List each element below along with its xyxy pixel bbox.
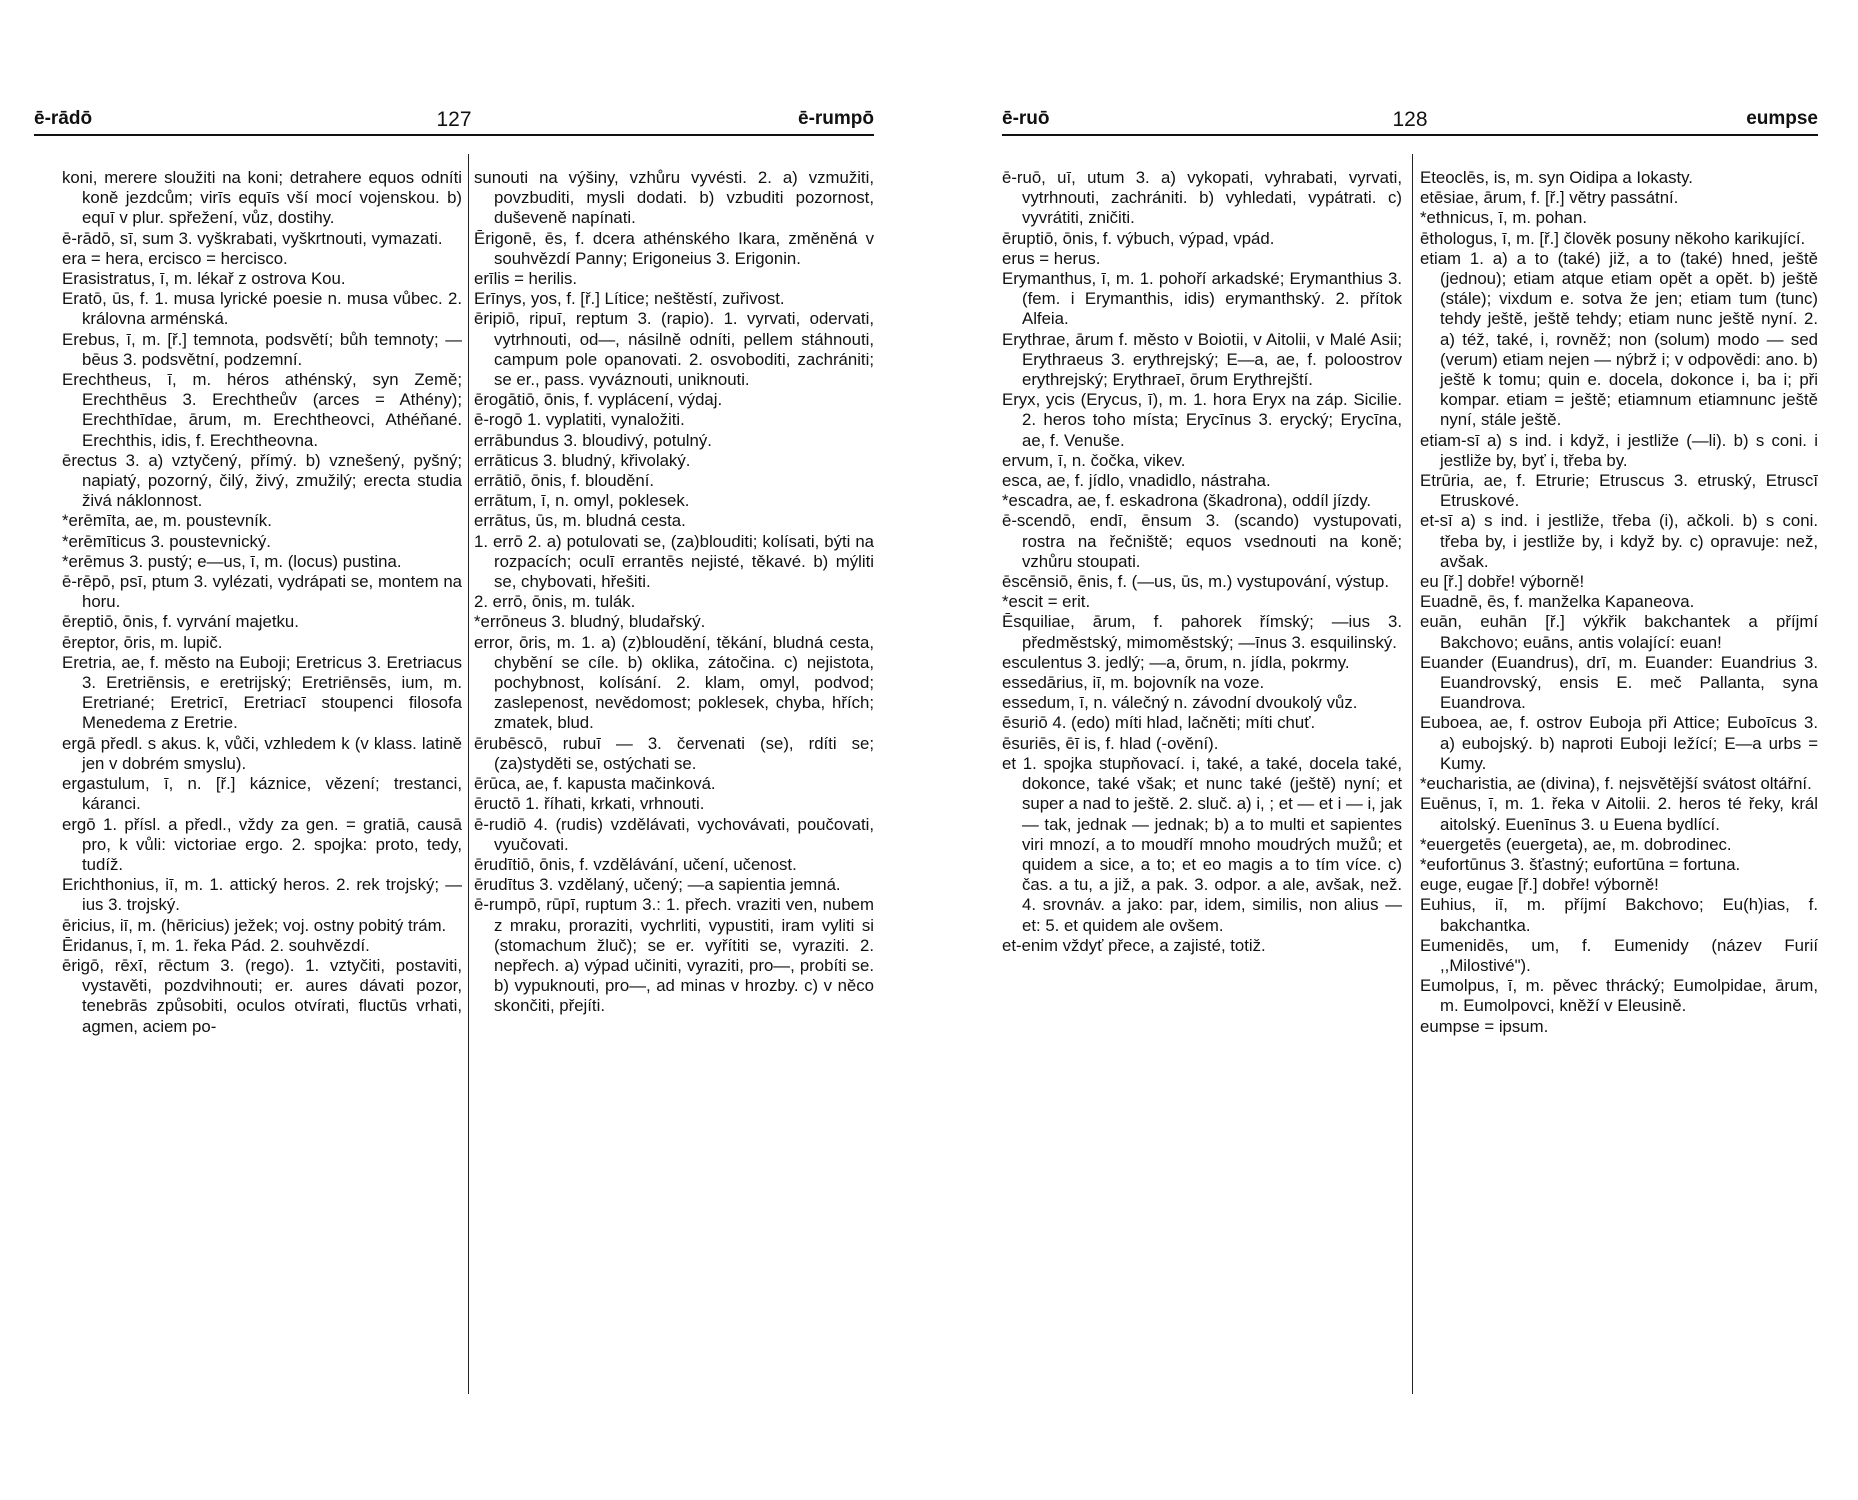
dictionary-entry: ēreptiō, ōnis, f. vyrvání majetku. <box>62 612 299 632</box>
right-page-columns <box>1002 168 1818 1400</box>
dictionary-entry: ēthologus, ī, m. [ř.] člověk posuny někoho karikující. <box>1420 228 1806 248</box>
dictionary-entry: ērigō, rēxī, rēctum 3. (rego). 1. vztyčiti, postaviti, vystavěti, pozdvihnouti; er. aures dávati pozor, tenebrās způsobiti, oculos otvírati, fluctūs vrhati, agmen, aciem po- <box>62 955 462 1036</box>
dictionary-entry: ergō 1. přísl. a předl., vždy za gen. = gratiā, causā pro, k vůli: victoriae ergo. 2. spojka: proto, tedy, tudíž. <box>62 814 462 874</box>
left-page-number: 127 <box>436 108 472 131</box>
dictionary-entry: sunouti na výšiny, vzhůru vyvésti. 2. a) vzmužiti, povzbuditi, mysli dodati. b) vzbuditi pozornost, duševeně napínati. <box>474 168 874 228</box>
dictionary-entry: Eumolpus, ī, m. pěvec thrácký; Eumolpidae, ārum, m. Eumolpovci, kněží v Eleusině. <box>1420 976 1818 1016</box>
dictionary-entry: etiam-sī a) s ind. i když, i jestliže (—li). b) s coni. i jestliže by, byť i, třeba by. <box>1420 430 1818 470</box>
dictionary-entry: euge, eugae [ř.] dobře! výborně! <box>1420 875 1659 895</box>
dictionary-entry: Ēridanus, ī, m. 1. řeka Pád. 2. souhvězdí. <box>62 935 370 955</box>
dictionary-entry: *eufortūnus 3. šťastný; eufortūna = fortuna. <box>1420 854 1741 874</box>
dictionary-entry: erīlis = herilis. <box>474 269 578 289</box>
dictionary-entry: et 1. spojka stupňovací. i, také, a také, docela také, dokonce, také však; et nunc také (ještě) nyní; et super a nad to ještě. 2. sluč. a) i, ; et — et i — i, jak — tak, jednak — jednak; b) a to multi et sapientes viri mnozí, a to moudří mnoho moudrých mužů; et quidem a sice, a to; et eo magis a to tím více. c) čas. a tu, a již, a pak. 3. odpor. a ale, avšak, než. 4. srovnáv. a jako: par, idem, similis, non alius — et: 5. et quidem ale ovšem. <box>1002 753 1402 935</box>
dictionary-entry: Erechtheus, ī, m. héros athénský, syn Země; Erechthēus 3. Erechtheův (arces = Athény); Erechthīdae, ārum, m. Erechtheovci, Athéňané. Erechthis, idis, f. Erechtheovna. <box>62 370 462 450</box>
dictionary-entry: ēructō 1. říhati, krkati, vrhnouti. <box>474 794 705 814</box>
dictionary-entry: *erēmīta, ae, m. poustevník. <box>62 511 272 531</box>
dictionary-entry: Ērigonē, ēs, f. dcera athénského Ikara, změněná v souhvězdí Panny; Erigoneius 3. Erigonin. <box>474 228 874 268</box>
dictionary-entry: esculentus 3. jedlý; —a, ōrum, n. jídla, pokrmy. <box>1002 652 1350 672</box>
left-column-1 <box>62 168 462 1037</box>
dictionary-entry: *errōneus 3. bludný, bludařský. <box>474 612 706 632</box>
dictionary-entry: ēreptor, ōris, m. lupič. <box>62 632 223 652</box>
column-divider <box>1412 154 1413 1394</box>
dictionary-entry: errābundus 3. bloudivý, potulný. <box>474 430 712 450</box>
dictionary-entry: *escit = erit. <box>1002 592 1091 612</box>
dictionary-entry: Euboea, ae, f. ostrov Euboja při Attice; Euboīcus 3. a) eubojský. b) naproti Euboji ležící; E—a urbs = Kumy. <box>1420 713 1818 773</box>
dictionary-entry: errātum, ī, n. omyl, poklesek. <box>474 491 690 511</box>
dictionary-entry: ēscēnsiō, ēnis, f. (—us, ūs, m.) vystupování, výstup. <box>1002 572 1390 592</box>
dictionary-entry: Euēnus, ī, m. 1. řeka v Aitolii. 2. heros té řeky, král aitolský. Euenīnus 3. u Euena bydlící. <box>1420 794 1818 834</box>
left-column-2 <box>474 168 874 1017</box>
dictionary-entry: ērudītiō, ōnis, f. vzdělávání, učení, učenost. <box>474 854 797 874</box>
dictionary-entry: Eratō, ūs, f. 1. musa lyrické poesie n. musa vůbec. 2. královna arménská. <box>62 289 462 329</box>
left-guide-word-first: ē-rādō <box>34 108 93 129</box>
dictionary-entry: ē-ruō, uī, utum 3. a) vykopati, vyhrabati, vyrvati, vytrhnouti, zachrániti. b) vyhledati, vypátrati. c) vyvrátiti, zničiti. <box>1002 168 1402 228</box>
dictionary-entry: Erymanthus, ī, m. 1. pohoří arkadské; Erymanthius 3. (fem. i Erymanthis, idis) erymanthský. 2. přítok Alfeia. <box>1002 269 1402 329</box>
left-running-head <box>34 108 874 136</box>
dictionary-entry: Erīnys, yos, f. [ř.] Lítice; neštěstí, zuřivost. <box>474 289 785 309</box>
dictionary-entry: errātiō, ōnis, f. bloudění. <box>474 471 655 491</box>
dictionary-entry: 1. errō 2. a) potulovati se, (za)blouditi; kolísati, býti na rozpacích; oculī errantēs nejisté, těkavé. b) mýliti se, chybovati, hřešiti. <box>474 531 874 592</box>
dictionary-entry: *euergetēs (euergeta), ae, m. dobrodinec. <box>1420 834 1732 854</box>
dictionary-entry: ē-rēpō, psī, ptum 3. vylézati, vydrápati se, montem na horu. <box>62 572 462 612</box>
right-page <box>1002 108 1818 1400</box>
dictionary-entry: ē-rudiō 4. (rudis) vzdělávati, vychovávati, poučovati, vyučovati. <box>474 814 874 854</box>
dictionary-entry: ē-rādō, sī, sum 3. vyškrabati, vyškrtnouti, vymazati. <box>62 228 443 248</box>
left-page-columns <box>34 168 874 1400</box>
dictionary-entry: *ethnicus, ī, m. pohan. <box>1420 208 1587 228</box>
dictionary-entry: ērubēscō, rubuī — 3. červenati (se), rdíti se; (za)styděti se, ostýchati se. <box>474 733 874 773</box>
dictionary-entry: ēsuriō 4. (edo) míti hlad, lačněti; míti chuť. <box>1002 713 1316 733</box>
dictionary-entry: ērudītus 3. vzdělaný, učený; —a sapientia jemná. <box>474 875 841 895</box>
dictionary-entry: ē-scendō, endī, ēnsum 3. (scando) vystupovati, rostra na řečniště; equos vsednouti na koně; vzhůru stoupati. <box>1002 511 1402 571</box>
dictionary-entry: et-enim vždyť přece, a zajisté, totiž. <box>1002 935 1266 955</box>
dictionary-entry: Erasistratus, ī, m. lékař z ostrova Kou. <box>62 269 346 289</box>
dictionary-entry: *erēmīticus 3. poustevnický. <box>62 531 271 551</box>
left-page <box>34 108 874 1400</box>
dictionary-entry: ergā předl. s akus. k, vůči, vzhledem k (v klass. latině jen v dobrém smyslu). <box>62 733 462 773</box>
dictionary-entry: ēruptiō, ōnis, f. výbuch, výpad, vpád. <box>1002 228 1275 248</box>
dictionary-entry: ēripiō, ripuī, reptum 3. (rapio). 1. vyrvati, odervati, vytrhnouti, od—, násilně odníti, pellem stáhnouti, campum pole opanovati. 2. osvoboditi, zachrániti; se er., pass. vyváznouti, uniknouti. <box>474 309 874 390</box>
dictionary-entry: Erebus, ī, m. [ř.] temnota, podsvětí; bůh temnoty; — bēus 3. podsvětní, podzemní. <box>62 329 462 369</box>
dictionary-entry: ergastulum, ī, n. [ř.] káznice, vězení; trestanci, káranci. <box>62 774 462 814</box>
dictionary-entry: 2. errō, ōnis, m. tulák. <box>474 592 636 612</box>
dictionary-entry: ērūca, ae, f. kapusta mačinková. <box>474 774 716 794</box>
dictionary-entry: Euadnē, ēs, f. manželka Kapaneova. <box>1420 592 1695 612</box>
dictionary-entry: etiam 1. a) a to (také) již, a to (také) hned, ještě (jednou); etiam atque etiam opět a opět. b) ještě (stále); vixdum e. sotva že jen; etiam tum (tunc) tehdy ještě, ještě tehdy; etiam nunc ještě nyní. 2. a) též, také, i, rovněž; non (solum) modo — sed (verum) etiam nejen — nýbrž i; v odpovědi: ano. b) ještě k tomu; quin e. docela, dokonce i, ba i; při kompar. etiam = ještě; etiamnum etiamnunc ještě nyní, stále ještě. <box>1420 248 1818 430</box>
dictionary-entry: Eretria, ae, f. město na Euboji; Eretricus 3. Eretriacus 3. Eretriēnsis, e eretrijský; Eretriēnsēs, ium, m. Eretriané; Eretricī, Eretriacī stoupenci filosofa Menedema z Eretrie. <box>62 652 462 733</box>
dictionary-entry: *erēmus 3. pustý; e—us, ī, m. (locus) pustina. <box>62 551 402 571</box>
left-guide-word-last: ē-rumpō <box>798 108 874 129</box>
dictionary-entry: koni, merere sloužiti na koni; detrahere equos odníti koně jezdcům; virīs equīs vší mocí vojenskou. b) equī v plur. spřežení, vůz, dostihy. <box>62 168 462 228</box>
column-divider <box>468 154 469 1394</box>
dictionary-entry: eu [ř.] dobře! výborně! <box>1420 572 1585 592</box>
dictionary-entry: Erichthonius, iī, m. 1. attický heros. 2. rek trojský; —ius 3. trojský. <box>62 875 462 915</box>
dictionary-entry: Eteoclēs, is, m. syn Oidipa a Iokasty. <box>1420 168 1693 187</box>
dictionary-entry: ē-rumpō, rūpī, ruptum 3.: 1. přech. vraziti ven, nubem z mraku, proraziti, vychrliti, vypustiti, iram vyliti si (stomachum žluč); se er. vyřítiti se, vyraziti. 2. nepřech. a) výpad učiniti, vyraziti, pro—, probíti se. b) vypuknouti, pro—, ad minas v hrozby. c) v něco skončiti, přejíti. <box>474 895 874 1016</box>
right-column-2 <box>1420 168 1818 1037</box>
dictionary-entry: Euander (Euandrus), drī, m. Euander: Euandrius 3. Euandrovský, ensis E. meč Pallanta, syna Euandrova. <box>1420 652 1818 713</box>
dictionary-entry: error, ōris, m. 1. a) (z)bloudění, těkání, bludná cesta, chybění se cíle. b) oklika, zátočina. c) nejistota, pochybnost, kolísání. 2. klam, omyl, podvod; zaslepenost, nevědomost; poklesek, chyba, hřích; zmatek, blud. <box>474 632 874 733</box>
dictionary-entry: Eumenidēs, um, f. Eumenidy (název Furií ,,Milostivé"). <box>1420 935 1818 975</box>
dictionary-entry: ērogātiō, ōnis, f. vyplácení, výdaj. <box>474 390 723 410</box>
dictionary-entry: etēsiae, ārum, f. [ř.] větry passátní. <box>1420 188 1679 208</box>
dictionary-entry: Eryx, ycis (Erycus, ī), m. 1. hora Eryx na záp. Sicilie. 2. heros toho místa; Erycīnus 3. erycký; Erycīna, ae, f. Venuše. <box>1002 390 1402 450</box>
dictionary-entry: errātus, ūs, m. bludná cesta. <box>474 511 686 531</box>
dictionary-entry: era = hera, ercisco = hercisco. <box>62 248 288 268</box>
dictionary-entry: essedum, ī, n. válečný n. závodní dvoukolý vůz. <box>1002 693 1358 713</box>
dictionary-entry: esca, ae, f. jídlo, vnadidlo, nástraha. <box>1002 471 1271 491</box>
dictionary-entry: errāticus 3. bludný, křivolaký. <box>474 450 691 470</box>
dictionary-entry: erus = herus. <box>1002 248 1101 268</box>
dictionary-entry: ērectus 3. a) vztyčený, přímý. b) vznešený, pyšný; napiatý, pozorný, čilý, živý, zmužilý; erecta studia živá náklonnost. <box>62 450 462 511</box>
right-guide-word-last: eumpse <box>1746 108 1818 129</box>
dictionary-entry: essedārius, iī, m. bojovník na voze. <box>1002 673 1265 693</box>
dictionary-entry: Ēsquiliae, ārum, f. pahorek římský; —ius 3. předměstský, mimoměstský; —īnus 3. esquilinský. <box>1002 612 1402 652</box>
dictionary-entry: ē-rogō 1. vyplatiti, vynaložiti. <box>474 410 685 430</box>
dictionary-entry: ēsuriēs, ēī is, f. hlad (-ovění). <box>1002 733 1219 753</box>
dictionary-entry: *eucharistia, ae (divina), f. nejsvětější svátost oltářní. <box>1420 774 1812 794</box>
dictionary-entry: ervum, ī, n. čočka, vikev. <box>1002 450 1186 470</box>
dictionary-entry: et-sī a) s ind. i jestliže, třeba (i), ačkoli. b) s coni. třeba by, i jestliže by, i když by. c) opravuje: než, avšak. <box>1420 511 1818 571</box>
dictionary-entry: Euhius, iī, m. příjmí Bakchovo; Eu(h)ias, f. bakchantka. <box>1420 895 1818 935</box>
dictionary-entry: Erythrae, ārum f. město v Boiotii, v Aitolii, v Malé Asii; Erythraeus 3. erythrejský; E—a, ae, f. poloostrov erythrejský; Erythraeī, ōrum Erythrejští. <box>1002 329 1402 390</box>
dictionary-entry: eumpse = ipsum. <box>1420 1016 1549 1036</box>
right-column-1 <box>1002 168 1402 956</box>
right-page-number: 128 <box>1392 108 1428 131</box>
dictionary-entry: euān, euhān [ř.] výkřik bakchantek a příjmí Bakchovo; euāns, antis volající: euan! <box>1420 612 1818 652</box>
dictionary-entry: ēricius, iī, m. (hēricius) ježek; voj. ostny pobitý trám. <box>62 915 447 935</box>
right-guide-word-first: ē-ruō <box>1002 108 1050 129</box>
right-running-head <box>1002 108 1818 136</box>
dictionary-entry: *escadra, ae, f. eskadrona (škadrona), oddíl jízdy. <box>1002 491 1372 511</box>
dictionary-entry: Etrūria, ae, f. Etrurie; Etruscus 3. etruský, Etruscī Etruskové. <box>1420 471 1818 511</box>
